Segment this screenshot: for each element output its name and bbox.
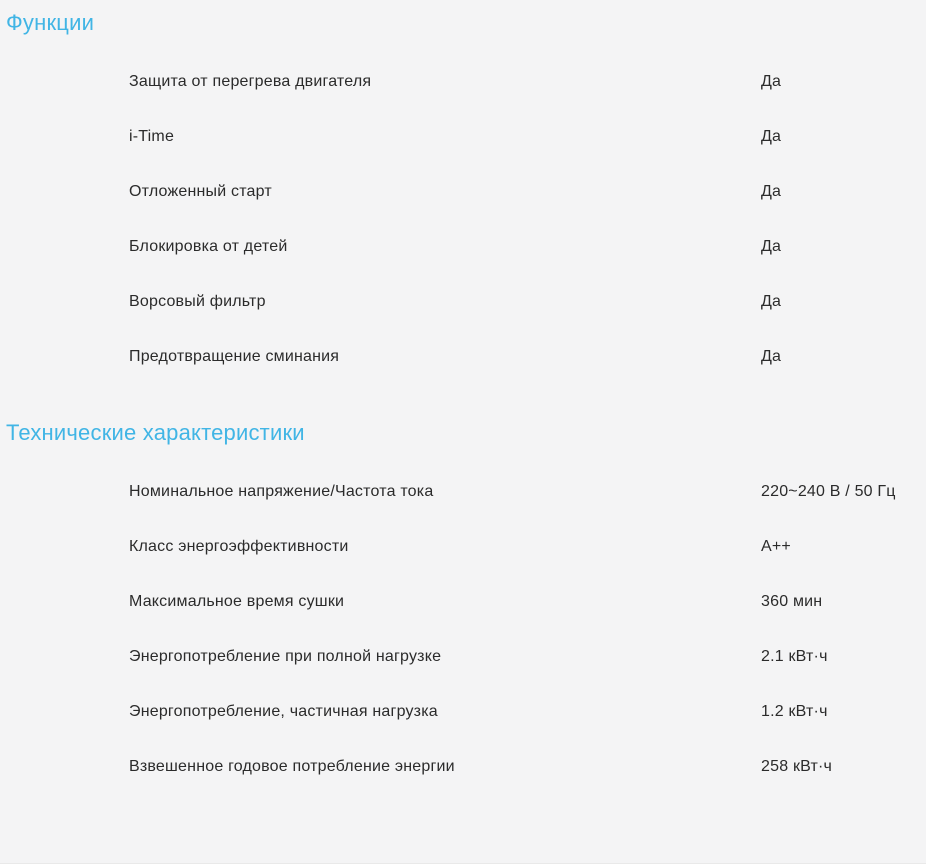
spec-value: 2.1 кВт·ч: [761, 647, 828, 665]
spec-row: [0, 164, 926, 219]
spec-value: Да: [761, 292, 782, 310]
spec-label: i-Time: [129, 127, 175, 145]
spec-value: 258 кВт·ч: [761, 757, 833, 775]
spec-row: [0, 274, 926, 329]
spec-label: Класс энергоэффективности: [129, 537, 349, 555]
section-title: Технические характеристики: [6, 420, 305, 445]
spec-value: 1.2 кВт·ч: [761, 702, 828, 720]
section-title: Функции: [6, 10, 95, 35]
spec-page: [0, 10, 926, 864]
spec-row: [0, 54, 926, 109]
spec-label: Максимальное время сушки: [129, 592, 345, 610]
spec-value: Да: [761, 72, 782, 90]
spec-label: Энергопотребление, частичная нагрузка: [129, 702, 438, 720]
spec-value: Да: [761, 127, 782, 145]
spec-label: Блокировка от детей: [129, 237, 288, 255]
spec-row: [0, 629, 926, 684]
spec-label: Предотвращение сминания: [129, 347, 340, 365]
spec-label: Номинальное напряжение/Частота тока: [129, 482, 434, 500]
spec-value: Да: [761, 347, 782, 365]
spec-label: Отложенный старт: [129, 182, 272, 200]
spec-row: [0, 519, 926, 574]
spec-value: 360 мин: [761, 592, 823, 610]
spec-rows: [0, 54, 926, 384]
spec-row: [0, 739, 926, 794]
spec-rows: [0, 464, 926, 794]
spec-label: Энергопотребление при полной нагрузке: [129, 647, 442, 665]
spec-row: [0, 219, 926, 274]
spec-value: Да: [761, 182, 782, 200]
spec-row: [0, 574, 926, 629]
spec-row: [0, 329, 926, 384]
spec-row: [0, 464, 926, 519]
spec-value: 220~240 В / 50 Гц: [761, 482, 896, 500]
spec-label: Ворсовый фильтр: [129, 292, 266, 310]
spec-row: [0, 684, 926, 739]
spec-value: Да: [761, 237, 782, 255]
spec-row: [0, 109, 926, 164]
section-tech-specs: [0, 420, 926, 794]
spec-value: A++: [761, 537, 791, 555]
spec-label: Защита от перегрева двигателя: [129, 72, 372, 90]
spec-label: Взвешенное годовое потребление энергии: [129, 757, 455, 775]
section-functions: [0, 10, 926, 384]
